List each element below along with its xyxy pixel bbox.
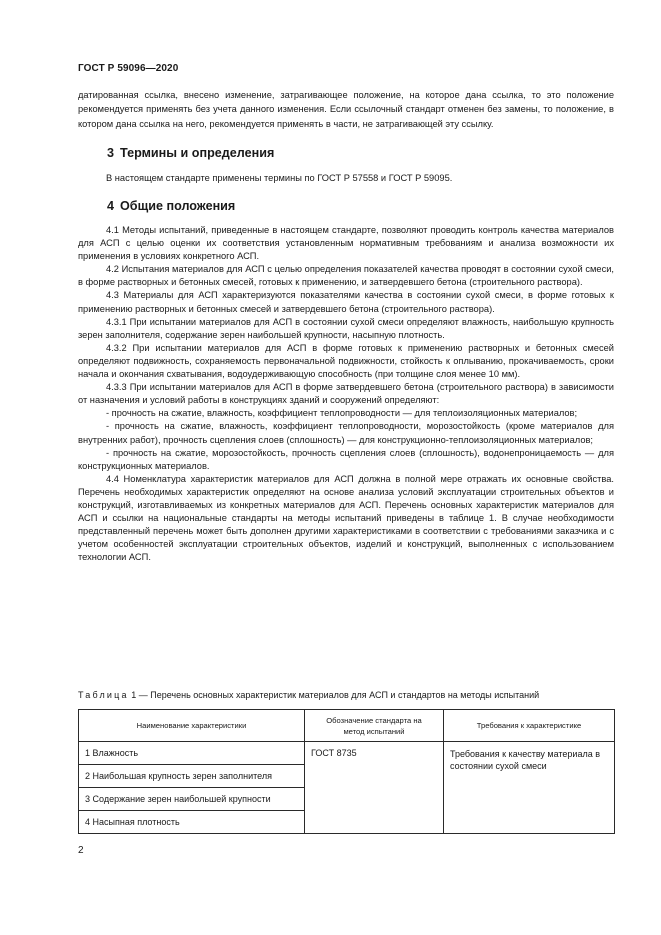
table-1-caption [78,690,539,700]
table-header-row [79,710,615,742]
table-1 [78,709,615,834]
section-4-number: 4 [107,199,115,213]
cell-standard: ГОСТ 8735 [305,742,444,834]
table-caption-word: Таблица [78,690,129,700]
list-item-structural: - прочность на сжатие, морозостойкость, прочность сцепления слоев (сплошность), водонепроницаемость — для конструкционных материалов. [78,447,614,471]
row-characteristic: 2 Наибольшая крупность зерен заполнителя [79,765,305,788]
section-4-heading [107,199,235,213]
row-characteristic: 3 Содержание зерен наибольшей крупности [79,788,305,811]
list-item-thermal-insulation: - прочность на сжатие, влажность, коэффициент теплопроводности — для теплоизоляционных материалов; [106,408,578,419]
table-caption-text: 1 — Перечень основных характеристик материалов для АСП и стандартов на методы испытаний [131,690,540,700]
cell-requirement: Требования к качеству материала в состоянии сухой смеси [444,742,615,834]
section-3-heading [107,146,274,160]
clause-4-3-2: 4.3.2 При испытании материалов для АСП в форме готовых к применению растворных и бетонных смесей определяют подвижность, сохраняемость первоначальной подвижности, стойкость к оплыванию, прокачиваемость, сроки начала и окончания схватывания, водоудерживающую способность (при толщине слоя менее 10 мм). [78,342,614,380]
row-characteristic: 4 Насыпная плотность [79,811,305,834]
clause-4-2: 4.2 Испытания материалов для АСП с целью определения показателей качества проводят в состоянии сухой смеси, в форме растворных и бетонных смесей, готовых к применению, и затвердевшего бетона (строительного раствора). [78,264,614,288]
column-header-requirements: Требования к характеристике [444,710,615,742]
section-3-title: Термины и определения [120,146,275,160]
column-header-standard: Обозначение стандарта на метод испытаний [305,710,444,742]
column-header-characteristic: Наименование характеристики [79,710,305,742]
intro-paragraph: датированная ссылка, внесено изменение, затрагивающее положение, на которое дана ссылка, то это положение рекомендуется применять без учета данного изменения. Если ссылочный стандарт отменен без замены, то положение, в котором дана ссылка на него, рекомендуется применять в части, не затрагивающей эту ссылку. [78,90,614,129]
page-number: 2 [78,845,84,856]
row-characteristic: 1 Влажность [79,742,305,765]
list-item-structural-insulation: - прочность на сжатие, влажность, коэффициент теплопроводности, морозостойкость (кроме материалов для внутренних работ), прочность сцепления слоев (сплошность) — для конструкционно-теплоизоляционных материалов; [78,421,614,445]
standard-code-header: ГОСТ Р 59096—2020 [78,63,179,74]
clause-4-4: 4.4 Номенклатура характеристик материалов для АСП должна в полной мере отражать их основные свойства. Перечень необходимых характеристик определяют на основе анализа условий эксплуатации строительных объектов и конструкций, изготавливаемых из конкретных материалов для АСП. Перечень основных характеристик материалов для АСП и ссылки на национальные стандарты на методы испытаний приведены в таблице 1. В случае необходимости представленный перечень может быть дополнен другими характеристиками в соответствии с требованиями заказчика и с учетом особенностей эксплуатации строительных объектов, изделий и конструкций, выполненных с использованием технологии АСП. [78,473,614,563]
clause-4-3-1: 4.3.1 При испытании материалов для АСП в состоянии сухой смеси определяют влажность, наибольшую крупность зерен заполнителя, содержание зерен наибольшей крупности, насыпную плотность. [78,316,614,340]
clause-4-1: 4.1 Методы испытаний, приведенные в настоящем стандарте, позволяют проводить контроль качества материалов для АСП с целью оценки их соответствия установленным нормативным требованиям и анализа возможности их применения в условиях конкретного АСП. [78,225,614,262]
section-3-number: 3 [107,146,115,160]
clause-4-3: 4.3 Материалы для АСП характеризуются показателями качества в состоянии сухой смеси, в форме готовых к применению растворных и бетонных смесей и затвердевшего бетона (строительного раствора). [78,290,614,314]
section-3-text: В настоящем стандарте применены термины по ГОСТ Р 57558 и ГОСТ Р 59095. [106,173,453,183]
section-4-title: Общие положения [120,199,236,213]
clause-4-3-3: 4.3.3 При испытании материалов для АСП в форме затвердевшего бетона (строительного раствора) в зависимости от назначения и условий работы в конструкциях зданий и сооружений определяют: [78,382,614,406]
section-4-body [78,224,614,564]
table-row [79,742,615,765]
